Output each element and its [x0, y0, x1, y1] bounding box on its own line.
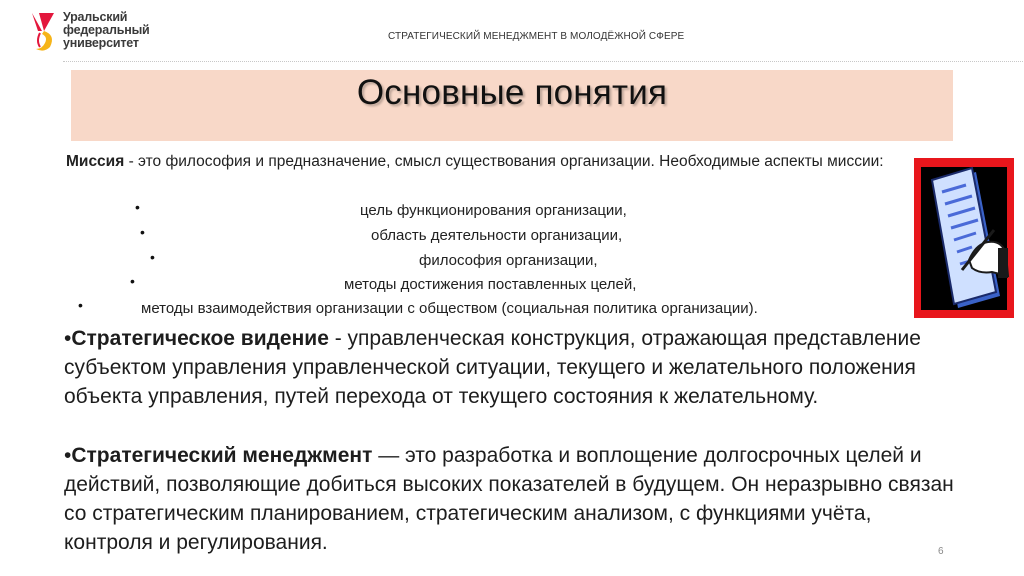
bullet: • — [150, 249, 155, 265]
management-text: — это разработка и воплощение долгосрочных целей и действий, позволяющие добиться высоких показателей в будущем. Он неразрывно связан со стратегическим планированием, стратегическим анализом, с функциями учёта, контроля и регулирования. — [64, 444, 954, 554]
mission-aspect-4: методы достижения поставленных целей, — [344, 276, 637, 293]
urfu-logo-icon — [30, 11, 60, 53]
logo-line-2: федеральный — [63, 23, 150, 37]
mission-aspect-3: философия организации, — [419, 252, 598, 269]
bullet: • — [140, 224, 145, 240]
document-clipart — [914, 158, 1014, 318]
logo-line-3: университет — [63, 36, 139, 50]
mission-aspect-1: цель функционирования организации, — [360, 202, 627, 219]
mission-aspect-5: методы взаимодействия организации с обществом (социальная политика организации). — [141, 300, 758, 317]
slide-title: Основные понятия — [356, 73, 668, 112]
mission-text: - это философия и предназначение, смысл существования организации. Необходимые аспекты миссии: — [124, 153, 884, 170]
logo-text — [63, 11, 150, 50]
vision-term: Стратегическое видение — [71, 327, 329, 350]
page-number: 6 — [938, 546, 944, 557]
vision-definition — [64, 324, 964, 411]
bullet: • — [135, 199, 140, 215]
header-divider — [63, 61, 1024, 62]
vision-text: - управленческая конструкция, отражающая представление субъектом управления управленческой ситуации, текущего и желательного положения объекта управления, путей перехода от текущего состояния к желательному. — [64, 327, 921, 408]
bullet: • — [64, 327, 72, 350]
management-definition — [64, 441, 964, 557]
title-band — [71, 70, 953, 141]
mission-definition — [66, 152, 996, 172]
university-logo — [30, 11, 170, 55]
document-writing-icon — [914, 158, 1014, 318]
management-term: Стратегический менеджмент — [71, 444, 373, 467]
bullet: • — [78, 297, 83, 313]
bullet: • — [64, 444, 72, 467]
course-title: СТРАТЕГИЧЕСКИЙ МЕНЕДЖМЕНТ В МОЛОДЁЖНОЙ СФЕРЕ — [388, 31, 685, 42]
mission-aspect-2: область деятельности организации, — [371, 227, 623, 244]
bullet: • — [130, 273, 135, 289]
mission-term: Миссия — [66, 153, 125, 170]
logo-line-1: Уральский — [63, 10, 128, 24]
